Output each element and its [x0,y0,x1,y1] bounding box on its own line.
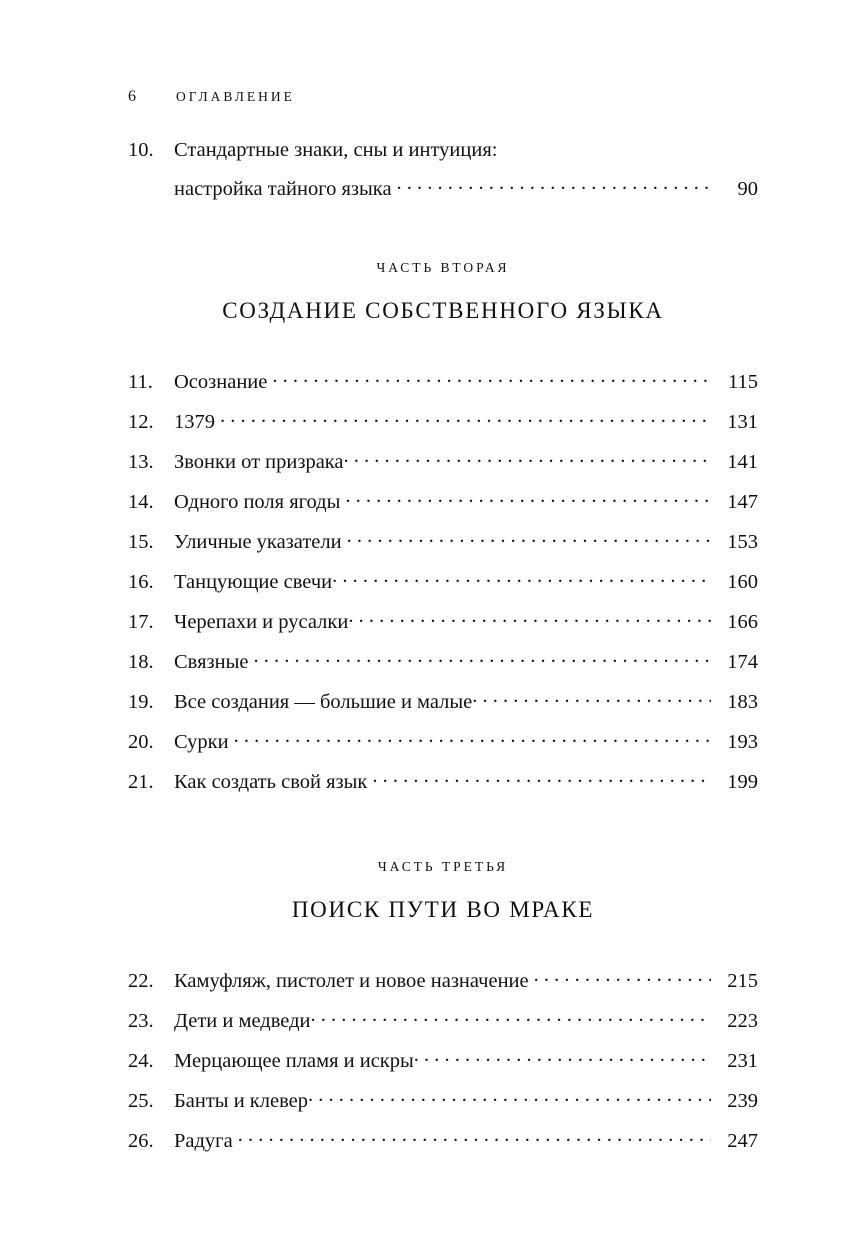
dot-leader [234,728,711,749]
part-title: ПОИСК ПУТИ ВО МРАКЕ [291,896,595,922]
toc-entry-title: Сурки [174,731,229,753]
toc-entry-page: 153 [727,531,758,553]
toc-entry-page: 160 [727,571,758,593]
toc-entry-number: 20. [128,731,154,753]
toc-entry-number: 18. [128,651,154,673]
toc-entry-page: 115 [728,371,758,393]
dot-leader [220,408,711,429]
toc-entry[interactable] [128,448,758,473]
toc-entry[interactable] [128,368,758,393]
toc-entry-number: 21. [128,771,154,793]
toc-entry-number: 14. [128,491,154,513]
toc-entry-title: Связные [174,651,249,673]
toc-entry[interactable] [128,967,758,992]
toc-entry-number: 24. [128,1050,154,1072]
toc-entry-page: 174 [727,651,758,673]
toc-entry-title: Черепахи и русалки [174,611,349,633]
toc-entry-title: Уличные указатели [174,531,342,553]
toc-entry-page: 239 [727,1090,758,1112]
part-label: ЧАСТЬ ВТОРАЯ [376,259,510,275]
toc-entry-page: 215 [727,970,758,992]
dot-leader [348,608,711,629]
toc-entry-number: 11. [128,371,153,393]
toc-entry-title: Одного поля ягоды [174,491,341,513]
toc-entry-title: Дети и медведи [174,1010,311,1032]
toc-entry-page: 231 [727,1050,758,1072]
toc-content [128,140,758,1167]
part-label: ЧАСТЬ ТРЕТЬЯ [377,858,509,874]
dot-leader [534,967,711,988]
dot-leader [311,1007,711,1028]
toc-entry-title: Банты и клевер [174,1090,308,1112]
toc-entry-title: Радуга [174,1130,233,1152]
toc-entry[interactable] [128,1007,758,1032]
toc-entry-title: 1379 [174,411,215,433]
toc-entry-page: 131 [727,411,758,433]
running-head [128,88,758,106]
page-number: 6 [128,88,137,105]
toc-entry[interactable] [128,1047,758,1072]
toc-entry-number: 15. [128,531,154,553]
toc-entry-number: 10. [128,139,154,161]
dot-leader [472,688,711,709]
toc-entry-page: 90 [737,178,758,200]
toc-entry[interactable] [128,728,758,753]
toc-entry-number: 19. [128,691,154,713]
dot-leader [345,488,711,509]
running-head-title: ОГЛАВЛЕНИЕ [176,89,295,104]
toc-entry-page: 147 [727,491,758,513]
part-heading-three [128,859,758,923]
toc-entry-page: 166 [727,611,758,633]
dot-leader [308,1087,711,1108]
dot-leader [397,175,711,196]
toc-entry[interactable] [128,688,758,713]
toc-entry-title: Танцующие свечи [174,571,333,593]
dot-leader [414,1047,711,1068]
toc-entry-page: 193 [727,731,758,753]
dot-leader [272,368,711,389]
toc-entry-line [128,175,758,200]
toc-entry[interactable] [128,1087,758,1112]
toc-entry[interactable] [128,608,758,633]
dot-leader [332,568,711,589]
toc-entry-title: Звонки от призрака [174,451,344,473]
toc-entry-number: 25. [128,1090,154,1112]
toc-entry-number: 16. [128,571,154,593]
toc-entry-title: Как создать свой язык [174,771,368,793]
part-title: СОЗДАНИЕ СОБСТВЕННОГО ЯЗЫКА [222,297,664,323]
toc-entry-number: 12. [128,411,154,433]
toc-entry[interactable] [128,408,758,433]
toc-entry-title: Все создания — большие и малые [174,691,473,713]
toc-entry-title: Камуфляж, пистолет и новое назначение [174,970,529,992]
toc-entry-number: 22. [128,970,154,992]
toc-entry-line [128,140,758,161]
toc-entry[interactable] [128,488,758,513]
toc-entry-number: 23. [128,1010,154,1032]
toc-entry[interactable] [128,648,758,673]
toc-entry-page: 199 [727,771,758,793]
toc-entry-number: 17. [128,611,154,633]
toc-entry-page: 247 [727,1130,758,1152]
toc-entry[interactable] [128,140,758,200]
dot-leader [347,528,711,549]
toc-entry-page: 223 [727,1010,758,1032]
toc-entry-page: 141 [727,451,758,473]
toc-entry-title: Стандартные знаки, сны и интуиция: [174,139,498,161]
toc-entry-page: 183 [727,691,758,713]
toc-entry-title: Мерцающее пламя и искры [174,1050,414,1072]
part-heading-two [128,260,758,324]
toc-entry[interactable] [128,568,758,593]
toc-entry-title-cont: настройка тайного языка [174,178,392,200]
toc-entry[interactable] [128,768,758,793]
toc-entry[interactable] [128,1127,758,1152]
dot-leader [253,648,711,669]
dot-leader [344,448,711,469]
dot-leader [238,1127,711,1148]
toc-entry[interactable] [128,528,758,553]
toc-entry-title: Осознание [174,371,268,393]
toc-entry-number: 26. [128,1130,154,1152]
toc-entry-number: 13. [128,451,154,473]
dot-leader [372,768,711,789]
